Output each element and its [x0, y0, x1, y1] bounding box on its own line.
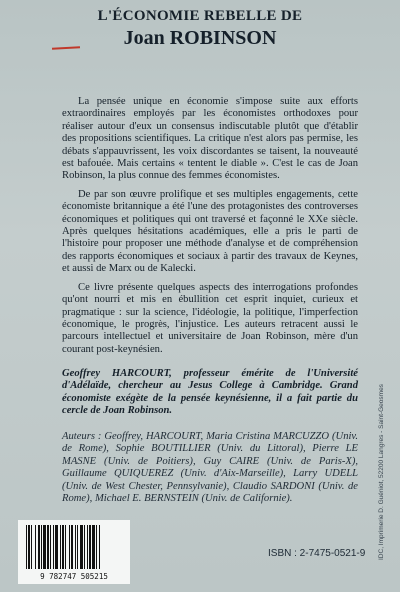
title-line-2: Joan ROBINSON — [123, 27, 277, 49]
paragraph-2: De par son œuvre prolifique et ses multiples engagements, cette économiste britannique a été l'une des protagonistes des controverses économiques et politiques qui ont traversé et façonné le XXe siècle. Après quelques hésitations académiques, elle a pris le parti de l'histoire pour proposer une méthode d'analyse et de compréhension des rapports économiques et sociaux à partir des travaux de Keynes, et aussi de Marx ou de Kalecki. — [62, 188, 358, 275]
title-line-1: L'ÉCONOMIE REBELLE DE — [97, 8, 303, 24]
isbn: ISBN : 2-7475-0521-9 — [268, 548, 366, 559]
barcode — [18, 520, 130, 584]
barcode-number: 9 782747 505215 — [40, 572, 108, 581]
editor-bio: Geoffrey HARCOURT, professeur émérite de l'Université d'Adélaïde, chercheur au Jesus College à Cambridge. Grand économiste exégète de la pensée keynésienne, il a fait partie du cercle de Joan Robinson. — [62, 368, 358, 417]
paragraph-3: Ce livre présente quelques aspects des interrogations profondes qu'ont nourri et mis en ébullition cet esprit inquiet, curieux et pragmatique : sur la science, l'idéologie, la politique, l'imperfection économique, le progrès, l'injustice. Les auteurs retracent aussi le parcours intellectuel et universitaire de Joan Robinson, mère d'un courant post-keynésien. — [62, 281, 358, 355]
authors-list: Auteurs : Geoffrey, HARCOURT, Maria Cristina MARCUZZO (Univ. de Rome), Sophie BOUTILLIER (Univ. du Littoral), Pierre LE MASNE (Univ. de Poitiers), Guy CAIRE (Univ. de Paris-X), Guillaume QUIQUEREZ (Univ. d'Aix-Marseille), Larry UDELL (Univ. de West Chester, Pennsylvanie), Claudio SARDONI (Univ. de Rome), Michael E. BERNSTEIN (Univ. de Californie). — [62, 431, 358, 505]
barcode-stripe — [100, 525, 101, 569]
barcode-bars — [26, 525, 122, 569]
paragraph-1: La pensée unique en économie s'impose suite aux efforts extraordinaires employés par les économistes orthodoxes pour réaliser autour d'eux un consensus indiscutable plutôt que d'établir des propositions scientifiques. La critique n'est alors pas permise, les débats s'appauvrissent, les voix discordantes se taisent, la nouveauté est bafouée. Mais certains « tentent le diable ». C'est le cas de Joan Robinson, la plus connue des femmes économistes. — [62, 96, 358, 182]
printer-credit: IDC, Imprimerie D. Guéniot, 52200 Langres - Saint-Geosmes — [378, 384, 385, 560]
description-text — [62, 96, 358, 356]
